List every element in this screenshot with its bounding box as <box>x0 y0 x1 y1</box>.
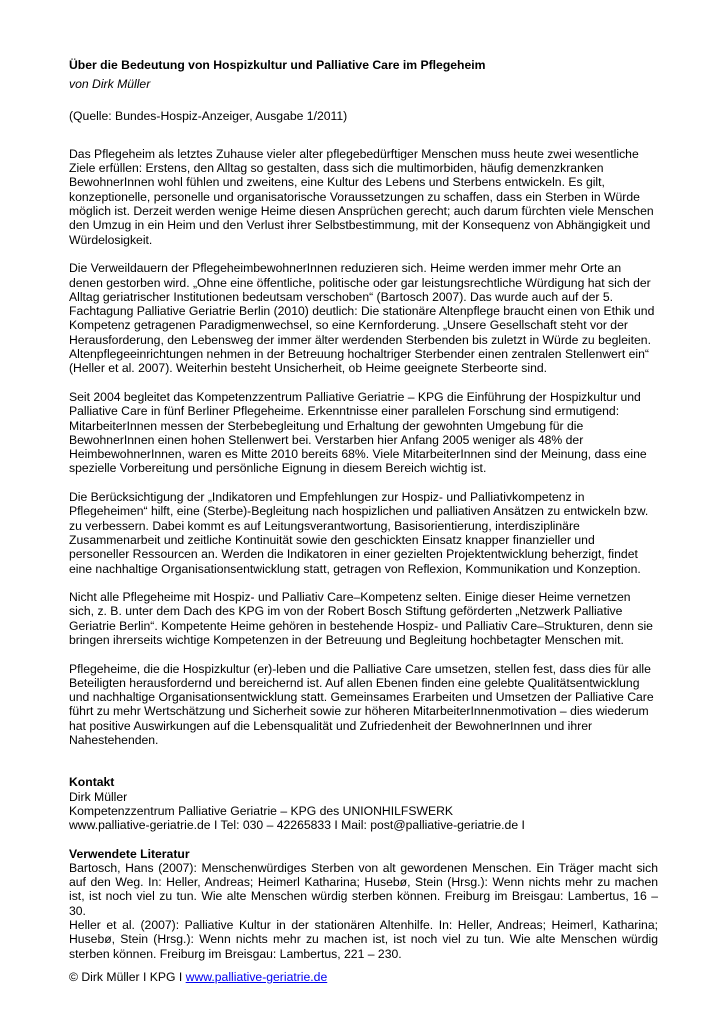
literature-entry: Bartosch, Hans (2007): Menschenwürdiges Sterben von alt gewordenen Menschen. Ein Träger macht sich auf den Weg. In: Heller, Andreas; Heimerl Katharina; Husebø, Stein (Hrsg.): Wenn nichts mehr zu machen ist, ist noch viel zu tun. Wie alte Menschen würdig sterben können. Freiburg im Breisgau: Lambertus, 16 – 30. <box>69 860 658 918</box>
footer-text: © Dirk Müller I KPG I <box>69 969 186 984</box>
document-author: von Dirk Müller <box>69 77 151 92</box>
contact-heading: Kontakt <box>69 775 115 790</box>
paragraph: Die Berücksichtigung der „Indikatoren und Empfehlungen zur Hospiz- und Palliativkompetenz in Pflegeheimen“ hilft, eine (Sterbe)-Begleitung nach hospizlichen und palliativen Ansätzen zu entwickeln bzw. zu verbessern. Dabei kommt es auf Leitungsverantwortung, Basisorientierung, interdisziplinäre Zusammenarbeit und zeitliche Kontinuität sowie den geschickten Einsatz knapper finanzieller und personeller Ressourcen an. Werden die Indikatoren in einer gezielten Projektentwicklung beherzigt, findet eine nachhaltige Organisationsentwicklung statt, getragen von Reflexion, Kommunikation und Konzeption. <box>69 490 649 576</box>
contact-line: Kompetenzzentrum Palliative Geriatrie – KPG des UNIONHILFSWERK <box>69 803 454 818</box>
paragraph: Seit 2004 begleitet das Kompetenzzentrum Palliative Geriatrie – KPG die Einführung der Hospizkultur und Palliative Care in fünf Berliner Pflegeheime. Erkenntnisse einer parallelen Forschung sind ermutigend: MitarbeiterInnen messen der Sterbebegleitung und Erhaltung der gewohnten Umgebung für die BewohnerInnen einen hohen Stellenwert bei. Verstarben hier Anfang 2005 weniger als 48% der HeimbewohnerInnen, waren es Mitte 2010 bereits 68%. Viele MitarbeiterInnen sind der Meinung, dass eine spezielle Vorbereitung und persönliche Eignung in diesem Bereich wichtig ist. <box>69 389 647 476</box>
paragraph: Pflegeheime, die die Hospizkultur (er)-leben und die Palliative Care umsetzen, stellen fest, dass dies für alle Beteiligten herausfordernd und bereichernd ist. Auf allen Ebenen finden eine gelebte Qualitätsentwicklung und nachhaltige Organisationsentwicklung statt. Gemeinsames Erarbeiten und Umsetzen der Palliative Care führt zu mehr Wertschätzung und Sicherheit sowie zur höheren MitarbeiterInnenmotivation – dies wiederum hat positive Auswirkungen auf die Lebensqualität und Zufriedenheit der BewohnerInnen und ihrer Nahestehenden. <box>69 661 654 748</box>
literature-section <box>69 847 658 961</box>
paragraph: Die Verweildauern der PflegeheimbewohnerInnen reduzieren sich. Heime werden immer mehr Orte an denen gestorben wird. „Ohne eine öffentliche, politische oder gar leistungsrechtliche Würdigung hat sich der Alltag geriatrischer Institutionen bedeutsam verschoben“ (Bartosch 2007). Das wurde auch auf der 5. Fachtagung Palliative Geriatrie Berlin (2010) deutlich: Die stationäre Altenpflege braucht einen von Ethik und Kompetenz getragenen Paradigmenwechsel, so eine Kernforderung. „Unsere Gesellschaft steht vor der Herausforderung, den Lebensweg der immer älter werdenden Sterbenden bis zuletzt in Würde zu begleiten. Altenpflegeeinrichtungen nehmen in der Betreuung hochaltriger Sterbender einen zentralen Stellenwert ein“ (Heller et al. 2007). Weiterhin besteht Unsicherheit, ob Heime geeignete Sterbeorte sind. <box>69 261 655 376</box>
paragraph: Das Pflegeheim als letztes Zuhause vieler alter pflegebedürftiger Menschen muss heute zwei wesentliche Ziele erfüllen: Erstens, den Alltag so gestalten, dass sich die multimorbiden, häufig demenzkranken BewohnerInnen wohl fühlen und zweitens, eine Kultur des Lebens und Sterbens entwickeln. Es gilt, konzeptionelle, personelle und organisatorische Voraussetzungen zu schaffen, dass ein Sterben in Würde möglich ist. Derzeit werden wenige Heime diesen Ansprüchen gerecht; auch darum fürchten viele Menschen den Umzug in ein Heim und den Verlust ihrer Selbstbestimmung, mit der Konsequenz von Abhängigkeit und Würdelosigkeit. <box>69 146 654 247</box>
literature-entry: Heller et al. (2007): Palliative Kultur in der stationären Altenhilfe. In: Heller, Andreas; Heimerl, Katharina; Husebø, Stein (Hrsg.): Wenn nichts mehr zu machen ist, ist noch viel zu tun. Wie alte Menschen würdig sterben können. Freiburg im Breisgau: Lambertus, 221 – 230. <box>69 918 658 961</box>
document-page <box>69 58 658 996</box>
contact-line: www.palliative-geriatrie.de I Tel: 030 – 42265833 I Mail: post@palliative-geriatrie.de I <box>69 818 525 833</box>
literature-heading: Verwendete Literatur <box>69 846 190 861</box>
document-title: Über die Bedeutung von Hospizkultur und Palliative Care im Pflegeheim <box>69 58 486 72</box>
paragraph: Nicht alle Pflegeheime mit Hospiz- und Palliativ Care–Kompetenz selten. Einige dieser Heime vernetzen sich, z. B. unter dem Dach des KPG im von der Robert Bosch Stiftung geförderten „Netzwerk Palliative Geriatrie Berlin“. Kompetente Heime gehören in bestehende Hospiz- und Palliativ Care–Strukturen, denn sie bringen ihrerseits wichtige Kompetenzen in der Betreuung und Begleitung hochbetagter Menschen mit. <box>69 590 653 647</box>
document-source: (Quelle: Bundes-Hospiz-Anzeiger, Ausgabe 1/2011) <box>69 108 348 123</box>
contact-line: Dirk Müller <box>69 789 128 804</box>
footer <box>69 970 658 984</box>
body-text <box>69 147 658 747</box>
footer-website-link[interactable]: www.palliative-geriatrie.de <box>185 969 328 984</box>
contact-section <box>69 775 658 832</box>
